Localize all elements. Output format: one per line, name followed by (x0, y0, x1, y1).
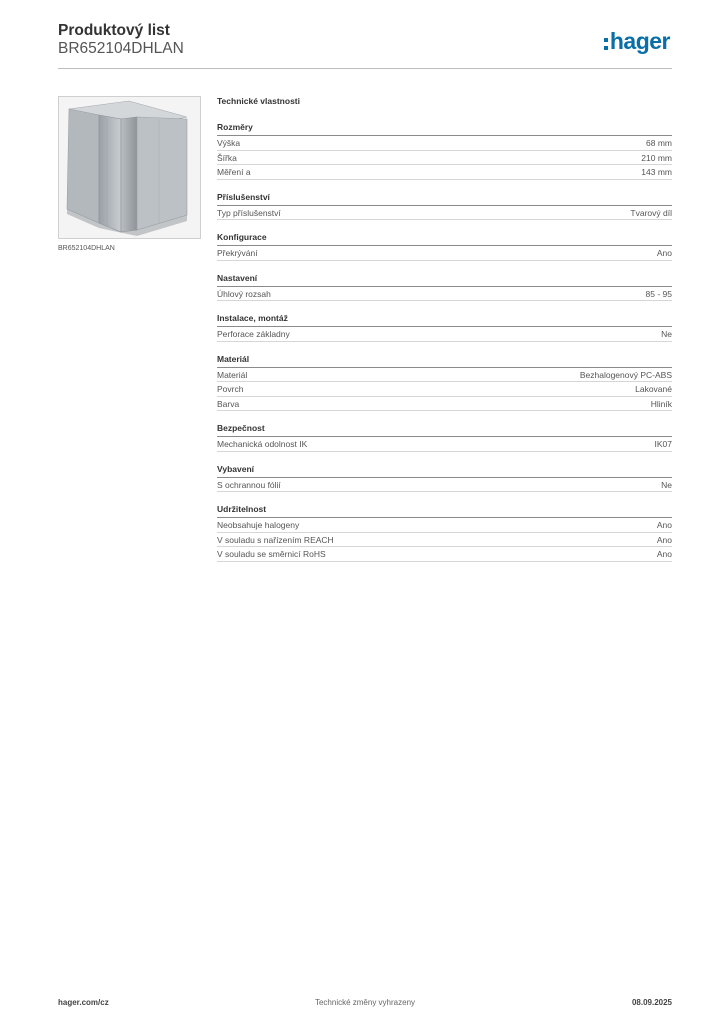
header-divider (58, 68, 672, 69)
spec-key: Perforace základny (217, 329, 290, 339)
spec-value: Bezhalogenový PC-ABS (579, 369, 672, 380)
spec-value: 68 mm (646, 138, 672, 148)
spec-row (217, 382, 672, 397)
spec-key: V souladu se směrnicí RoHS (217, 549, 326, 559)
spec-section-title: Instalace, montáž (217, 312, 672, 327)
spec-key: Úhlový rozsah (217, 288, 271, 299)
spec-value: 143 mm (641, 167, 672, 177)
product-image (58, 96, 201, 239)
spec-section (217, 312, 672, 342)
spec-value: IK07 (654, 439, 672, 449)
spec-key: Výška (217, 138, 241, 148)
spec-section (217, 463, 672, 493)
footer-website-link[interactable]: hager.com/cz (58, 998, 109, 1007)
spec-section (217, 422, 672, 452)
spec-key: V souladu s nařízením REACH (217, 534, 334, 545)
spec-key: Šířka (217, 152, 237, 163)
specs-title: Technické vlastnosti (217, 96, 300, 106)
hager-logo (604, 28, 670, 54)
spec-key: Barva (217, 398, 240, 409)
spec-key: Typ příslušenství (217, 207, 281, 218)
spec-section (217, 231, 672, 261)
spec-value: Ano (656, 248, 672, 258)
specs-sections (217, 121, 672, 562)
spec-row (217, 206, 672, 221)
spec-section-title: Bezpečnost (217, 422, 672, 437)
spec-row (217, 287, 672, 302)
spec-section (217, 503, 672, 562)
spec-row (217, 547, 672, 562)
spec-section-title: Příslušenství (217, 191, 672, 206)
page-footer (58, 998, 672, 1010)
spec-section (217, 272, 672, 302)
footer-notice: Technické změny vyhrazeny (314, 998, 416, 1007)
spec-section (217, 353, 672, 412)
spec-section-title: Udržitelnost (217, 503, 672, 518)
spec-key: Neobsahuje halogeny (217, 520, 300, 530)
spec-value: Ano (656, 534, 672, 545)
spec-key: Mechanická odolnost IK (217, 439, 308, 449)
spec-row (217, 437, 672, 452)
spec-value: Hliník (650, 398, 672, 409)
spec-value: 85 - 95 (645, 288, 672, 299)
spec-row (217, 246, 672, 261)
spec-value: Ne (661, 329, 672, 339)
spec-row (217, 327, 672, 342)
spec-value: Tvarový díl (630, 207, 672, 218)
spec-row (217, 397, 672, 412)
spec-key: S ochrannou fólií (217, 479, 281, 490)
spec-section-title: Materiál (217, 353, 672, 368)
spec-value: Ne (661, 479, 672, 490)
logo-dots-icon (604, 38, 608, 50)
document-title: Produktový list (58, 22, 170, 39)
spec-row (217, 151, 672, 166)
spec-row (217, 533, 672, 548)
spec-value: 210 mm (641, 152, 672, 163)
spec-value: Lakované (635, 384, 672, 394)
spec-row (217, 518, 672, 533)
technical-specs (217, 95, 672, 573)
spec-row (217, 136, 672, 151)
document-header (58, 22, 672, 70)
spec-row (217, 165, 672, 180)
spec-key: Měření a (217, 167, 251, 177)
spec-section-title: Konfigurace (217, 231, 672, 246)
spec-section-title: Nastavení (217, 272, 672, 287)
spec-key: Materiál (217, 369, 248, 380)
spec-section (217, 121, 672, 180)
spec-key: Překrývání (217, 248, 258, 258)
product-code: BR652104DHLAN (58, 40, 184, 57)
product-image-caption: BR652104DHLAN (58, 245, 115, 252)
product-photo-corner-piece-icon (59, 97, 200, 238)
spec-row (217, 478, 672, 493)
spec-section-title: Rozměry (217, 121, 672, 136)
spec-value: Ano (656, 520, 672, 530)
logo-text: hager (609, 28, 670, 54)
spec-row (217, 368, 672, 383)
spec-key: Povrch (217, 384, 244, 394)
spec-section-title: Vybavení (217, 463, 672, 478)
spec-value: Ano (656, 549, 672, 559)
footer-date: 08.09.2025 (631, 998, 672, 1007)
spec-section (217, 191, 672, 221)
